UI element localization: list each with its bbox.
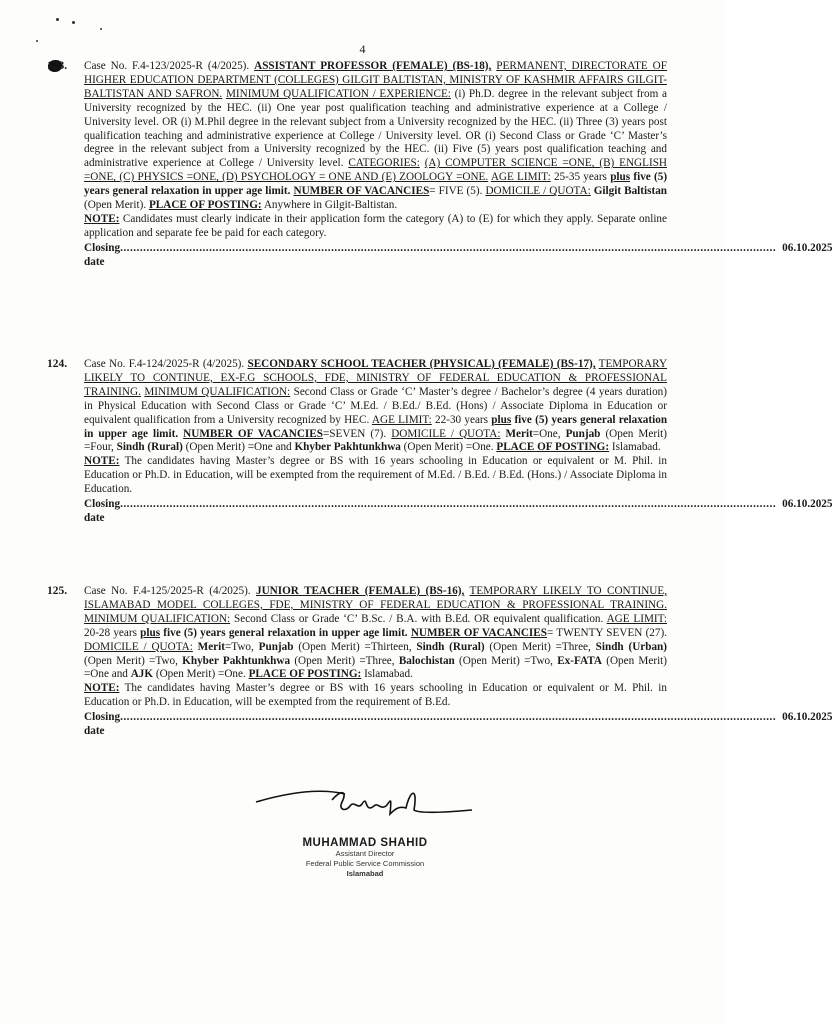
note-text: Candidates must clearly indicate in their application form the category (A) to (E) for which they apply. Separate online application and separate fee be paid for each category. <box>84 212 667 239</box>
dot-leader: ....................................................................................................................................................................................................... <box>120 711 777 724</box>
closing-date-row <box>84 241 832 270</box>
dot-leader: ....................................................................................................................................................................................................... <box>120 241 777 254</box>
age-limit-text: 22-30 years <box>435 413 489 426</box>
relaxation-text: five (5) years general relaxation in upper age limit. <box>84 171 668 198</box>
age-limit-label: AGE LIMIT: <box>371 413 432 426</box>
vacancies-text: =SEVEN (7). <box>322 427 387 440</box>
entry-number: 124. <box>47 358 68 370</box>
scan-speck <box>72 21 75 24</box>
entry-number: 123. <box>47 60 68 72</box>
signature-block <box>240 780 490 879</box>
case-number: Case No. F.4-124/2025-R (4/2025). <box>84 358 245 370</box>
closing-date-label: Closing date <box>84 711 121 738</box>
posting-label: PLACE OF POSTING: <box>248 668 362 681</box>
domicile-quota: (Open Merit) =One. <box>403 441 494 454</box>
scan-speck <box>100 28 102 30</box>
note-label: NOTE: <box>84 682 120 695</box>
domicile-quota: (Open Merit) =Thirteen, <box>298 640 412 653</box>
posting-text: Islamabad. <box>611 441 661 454</box>
signatory-title: Assistant Director <box>335 849 395 858</box>
domicile-quota: (Open Merit) =Two, <box>84 654 178 667</box>
signatory-organization: Federal Public Service Commission <box>305 859 425 868</box>
domicile-region: Sindh (Rural) <box>116 441 183 454</box>
note-text: The candidates having Master’s degree or BS with 16 years schooling in Education or equivalent or M. Phil. in Education or Ph.D. in Education, will be exempted from the requirement of B.Ed. <box>84 682 667 709</box>
posting-text: Anywhere in Gilgit-Baltistan. <box>263 199 398 212</box>
age-limit-label: AGE LIMIT: <box>490 171 551 184</box>
department: TEMPORARY LIKELY TO CONTINUE, EX-F.G SCHOOLS, FDE, MINISTRY OF FEDERAL EDUCATION & PROFESSIONAL TRAINING. <box>84 358 668 398</box>
entry-124 <box>47 358 832 526</box>
closing-date-label: Closing date <box>84 241 121 268</box>
posting-text: Islamabad. <box>364 668 413 681</box>
domicile-label: DOMICILE / QUOTA: <box>485 185 591 198</box>
domicile-quota: (Open Merit) =One and <box>84 654 668 681</box>
qualification-text: Second Class or Grade ‘C’ B.Sc. / B.A. with B.Ed. OR equivalent qualification. <box>234 612 604 625</box>
categories-text: (A) COMPUTER SCIENCE =ONE, (B) ENGLISH =ONE, (C) PHYSICS =ONE, (D) PSYCHOLOGY = ONE AND (E) ZOOLOGY =ONE. <box>84 157 667 184</box>
relaxation-text: five (5) years general relaxation in upper age limit. <box>163 626 408 639</box>
note-text: The candidates having Master’s degree or BS with 16 years schooling in Education or equivalent or M. Phil. in Education or Ph.D. in Education, will be exempted from the requirement of M.Ed. / B.Ed. / B.Ed. (Hons.) / Associate Diploma in Education. <box>84 455 667 496</box>
case-number: Case No. F.4-123/2025-R (4/2025). <box>84 60 250 72</box>
dot-leader: ....................................................................................................................................................................................................... <box>120 498 777 511</box>
domicile-region: Ex-FATA <box>557 654 602 667</box>
domicile-quota: (Open Merit). <box>84 199 147 212</box>
relaxation-text: five (5) years general relaxation in upper age limit. <box>84 413 668 440</box>
domicile-region: AJK <box>130 668 154 681</box>
closing-date-value: 06.10.2025 <box>782 711 832 724</box>
age-limit-text: 25-35 years <box>553 171 607 184</box>
department: TEMPORARY LIKELY TO CONTINUE, ISLAMABAD MODEL COLLEGES, FDE, MINISTRY OF FEDERAL EDUCATION & PROFESSIONAL TRAINING. <box>84 585 667 611</box>
domicile-region: Punjab <box>258 640 294 653</box>
domicile-quota: (Open Merit) =Three, <box>294 654 395 667</box>
domicile-quota: (Open Merit) =Two, <box>459 654 553 667</box>
domicile-label: DOMICILE / QUOTA: <box>391 427 501 440</box>
plus-word: plus <box>140 626 161 639</box>
plus-word: plus <box>491 413 512 426</box>
domicile-region: Sindh (Urban) <box>595 640 667 653</box>
scan-speck <box>56 18 59 21</box>
department: PERMANENT, DIRECTORATE OF HIGHER EDUCATION DEPARTMENT (COLLEGES) GILGIT BALTISTAN, MINISTRY OF KASHMIR AFFAIRS GILGIT-BALTISTAN AND SAFRON. <box>84 60 667 100</box>
closing-date-row <box>84 498 832 526</box>
domicile-region: Balochistan <box>398 654 455 667</box>
closing-date-label: Closing date <box>84 498 121 524</box>
domicile-quota: =Two, <box>224 640 254 653</box>
entry-123 <box>47 60 832 270</box>
qualification-label: MINIMUM QUALIFICATION: <box>84 612 231 625</box>
qualification-text: (i) Ph.D. degree in the relevant subject from a University recognized by the HEC. (ii) One year post qualification teaching and administrative experience at a College / University level. OR (i) M.Phil degree in the relevant subject from a University recognized by the HEC. (ii) Three (3) years post qualification teaching and administrative experience at College / University level. OR (i) Second Class or Grade ‘C’ Master’s degree in the relevant subject from a University recognized by the HEC. (ii) Five (5) years post qualification teaching and administrative experience at College / University level. <box>84 87 667 170</box>
domicile-quota: (Open Merit) =One and <box>185 441 292 454</box>
page-number: 4 <box>359 42 366 56</box>
post-title: ASSISTANT PROFESSOR (FEMALE) (BS-18), <box>254 60 492 72</box>
case-number: Case No. F.4-125/2025-R (4/2025). <box>84 585 251 597</box>
posting-label: PLACE OF POSTING: <box>148 199 262 212</box>
vacancies-label: NUMBER OF VACANCIES <box>293 185 430 198</box>
domicile-quota: (Open Merit) =Three, <box>489 640 591 653</box>
domicile-region: Khyber Pakhtunkhwa <box>182 654 291 667</box>
domicile-region: Merit <box>505 427 533 440</box>
closing-date-row <box>84 711 832 739</box>
note-label: NOTE: <box>84 455 120 468</box>
signatory-city: Islamabad <box>346 869 384 878</box>
closing-date-value: 06.10.2025 <box>782 498 832 511</box>
domicile-quota: (Open Merit) =One. <box>155 668 246 681</box>
qualification-text: Second Class or Grade ‘C’ Master’s degree / Bachelor’s degree (4 years duration) in Physical Education with Second Class or Grade ‘C’ M.Ed. / B.Ed./ B.Ed. (Hons) / Associate Diploma in Education or equivalent qualification from a University recognized by HEC. <box>84 385 667 426</box>
post-title: JUNIOR TEACHER (FEMALE) (BS-16), <box>256 585 465 597</box>
handwritten-signature <box>250 780 480 828</box>
vacancies-label: NUMBER OF VACANCIES <box>183 427 323 440</box>
domicile-region: Khyber Pakhtunkhwa <box>294 441 401 454</box>
entry-number: 125. <box>47 585 68 597</box>
domicile-region: Gilgit Baltistan <box>593 185 668 198</box>
domicile-label: DOMICILE / QUOTA: <box>84 640 193 653</box>
vacancies-text: = TWENTY SEVEN (27). <box>546 626 667 639</box>
qualification-label: MINIMUM QUALIFICATION / EXPERIENCE: <box>225 87 451 100</box>
age-limit-label: AGE LIMIT: <box>606 612 668 625</box>
domicile-quota: (Open Merit) =Four, <box>84 427 668 454</box>
domicile-region: Sindh (Rural) <box>416 640 485 653</box>
vacancies-label: NUMBER OF VACANCIES <box>410 626 547 639</box>
domicile-region: Merit <box>197 640 225 653</box>
posting-label: PLACE OF POSTING: <box>496 441 610 454</box>
domicile-quota: =One, <box>532 427 561 440</box>
domicile-region: Punjab <box>565 427 601 440</box>
vacancies-text: = FIVE (5). <box>429 185 483 198</box>
closing-date-value: 06.10.2025 <box>782 241 832 254</box>
qualification-label: MINIMUM QUALIFICATION: <box>144 385 291 398</box>
plus-word: plus <box>610 171 631 184</box>
categories-label: CATEGORIES: <box>348 157 420 170</box>
age-limit-text: 20-28 years <box>84 626 137 639</box>
note-label: NOTE: <box>84 212 120 225</box>
signatory-name: MUHAMMAD SHAHID <box>302 837 428 849</box>
post-title: SECONDARY SCHOOL TEACHER (PHYSICAL) (FEMALE) (BS-17), <box>247 358 596 370</box>
entry-125 <box>47 585 832 739</box>
